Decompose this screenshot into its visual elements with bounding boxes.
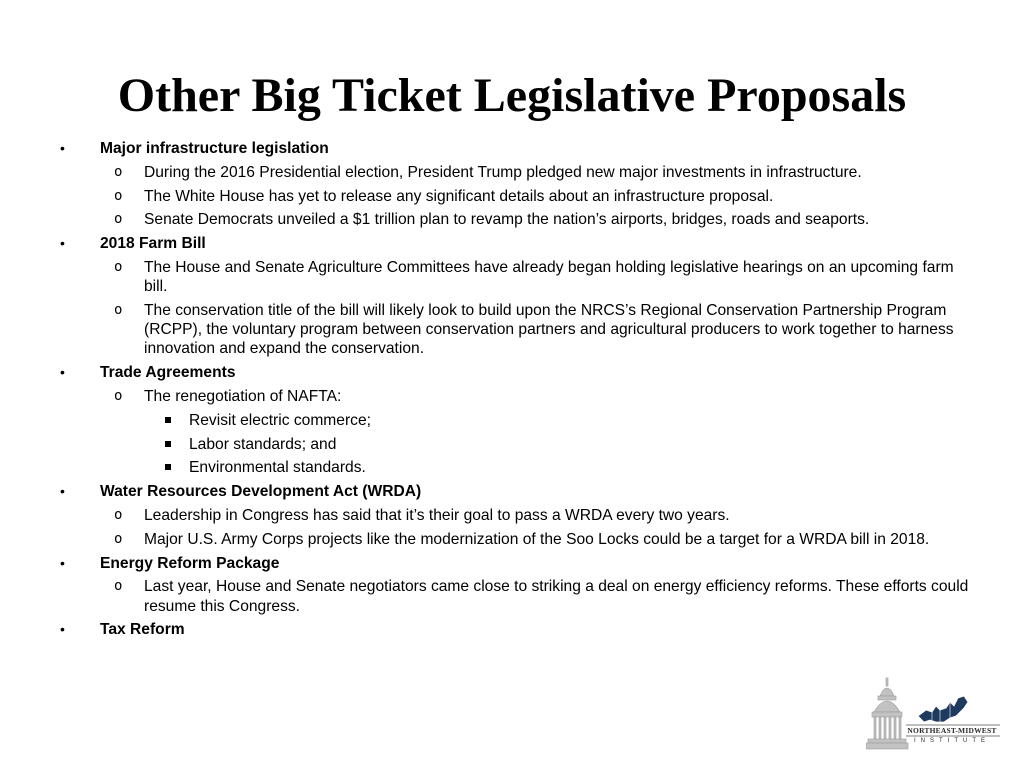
bullet-item-level-3 bbox=[58, 411, 978, 430]
bullet-circle-icon: o bbox=[114, 301, 123, 318]
bullet-dot-icon: • bbox=[60, 364, 65, 381]
bullet-text: The conservation title of the bill will likely look to build upon the NRCS’s Regional Conservation Partnership Program (RCPP), the voluntary program between conservation partners and agricultural producers to work together to harness innovation and expand the conservation. bbox=[144, 301, 954, 358]
bullet-item-level-1 bbox=[58, 363, 978, 382]
bullet-item-level-1 bbox=[58, 234, 978, 253]
institute-logo bbox=[866, 676, 1002, 754]
bullet-dot-icon: • bbox=[60, 140, 65, 156]
bullet-circle-icon: o bbox=[114, 163, 123, 180]
bullet-text: During the 2016 Presidential election, President Trump pledged new major investments in infrastructure. bbox=[144, 163, 862, 181]
bullet-text: Energy Reform Package bbox=[100, 554, 280, 572]
bullet-circle-icon: o bbox=[114, 387, 123, 404]
bullet-square-icon bbox=[165, 441, 171, 447]
bullet-item-level-3 bbox=[58, 435, 978, 454]
bullet-text: Revisit electric commerce; bbox=[189, 411, 371, 429]
bullet-item-level-1 bbox=[58, 139, 978, 158]
bullet-circle-icon: o bbox=[114, 530, 123, 547]
bullet-text: Environmental standards. bbox=[189, 459, 366, 477]
bullet-text: The House and Senate Agriculture Committees have already began holding legislative hearings on an upcoming farm bill. bbox=[144, 258, 954, 296]
bullet-text: Water Resources Development Act (WRDA) bbox=[100, 483, 422, 501]
bullet-circle-icon: o bbox=[114, 187, 123, 204]
slide-title: Other Big Ticket Legislative Proposals bbox=[117, 69, 907, 122]
bullet-item-level-2 bbox=[58, 187, 978, 206]
logo-name: NORTHEAST-MIDWEST bbox=[907, 726, 997, 735]
bullet-circle-icon: o bbox=[114, 258, 123, 275]
bullet-item-level-2 bbox=[58, 530, 978, 549]
bullet-text: The White House has yet to release any significant details about an infrastructure proposal. bbox=[144, 187, 774, 205]
bullet-text: Tax Reform bbox=[100, 621, 185, 639]
bullet-text: Leadership in Congress has said that it’s their goal to pass a WRDA every two years. bbox=[144, 506, 730, 524]
bullet-item-level-3 bbox=[58, 458, 978, 477]
bullet-dot-icon: • bbox=[60, 621, 65, 638]
bullet-square-icon bbox=[165, 417, 171, 423]
bullet-text: Major U.S. Army Corps projects like the modernization of the Soo Locks could be a target for a WRDA bill in 2018. bbox=[144, 530, 930, 548]
bullet-dot-icon: • bbox=[60, 483, 65, 500]
bullet-circle-icon: o bbox=[114, 578, 123, 595]
bullet-dot-icon: • bbox=[60, 235, 65, 252]
bullet-item-level-2 bbox=[58, 387, 978, 406]
bullet-text: Last year, House and Senate negotiators came close to striking a deal on energy efficiency reforms. These efforts could resume this Congress. bbox=[144, 578, 969, 615]
bullet-item-level-2 bbox=[58, 163, 978, 182]
bullet-text: 2018 Farm Bill bbox=[100, 235, 206, 253]
bullet-list bbox=[58, 139, 978, 640]
bullet-item-level-1 bbox=[58, 620, 978, 639]
bullet-text: The renegotiation of NAFTA: bbox=[144, 387, 342, 405]
logo-subtitle: INSTITUTE bbox=[914, 738, 990, 744]
bullet-circle-icon: o bbox=[114, 506, 123, 523]
bullet-circle-icon: o bbox=[114, 211, 123, 228]
bullet-item-level-1 bbox=[58, 482, 978, 501]
bullet-item-level-1 bbox=[58, 554, 978, 573]
bullet-item-level-2 bbox=[58, 210, 978, 229]
bullet-item-level-2 bbox=[58, 258, 978, 296]
bullet-item-level-2 bbox=[58, 506, 978, 525]
bullet-square-icon bbox=[165, 464, 171, 470]
bullet-text: Major infrastructure legislation bbox=[100, 140, 329, 157]
bullet-item-level-2 bbox=[58, 577, 978, 615]
bullet-text: Labor standards; and bbox=[189, 435, 337, 453]
bullet-dot-icon: • bbox=[60, 554, 65, 571]
bullet-text: Senate Democrats unveiled a $1 trillion plan to revamp the nation’s airports, bridges, roads and seaports. bbox=[144, 211, 870, 229]
bullet-item-level-2 bbox=[58, 301, 978, 359]
bullet-text: Trade Agreements bbox=[100, 364, 236, 382]
